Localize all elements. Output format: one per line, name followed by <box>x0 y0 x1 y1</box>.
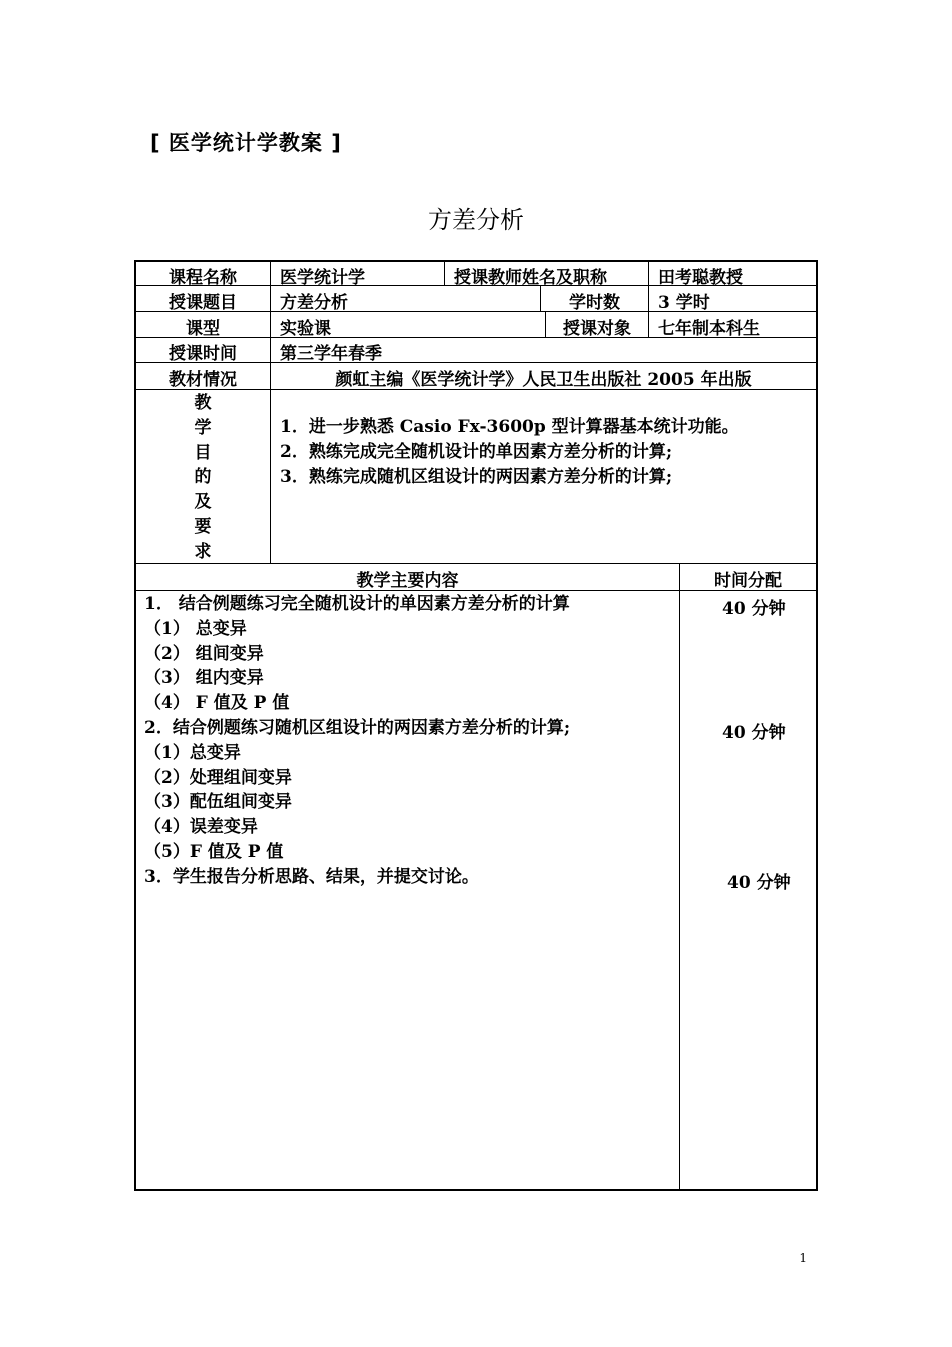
content-line: （4） F 值及 P 值 <box>144 693 290 714</box>
time-allocation-header: 时间分配 <box>714 571 782 591</box>
content-line: （2） 组间变异 <box>144 643 264 664</box>
content-line: 2．结合例题练习随机区组设计的两因素方差分析的计算; <box>144 717 571 738</box>
content-line: 1． 结合例题练习完全随机设计的单因素方差分析的计算 <box>144 594 570 614</box>
objective-item: 1．进一步熟悉 Casio Fx-3600p 型计算器基本统计功能。 <box>280 417 739 437</box>
content-line: （1）总变异 <box>144 742 241 763</box>
hours-label: 学时数 <box>569 293 620 313</box>
time-allocation-value: 40 分钟 <box>722 723 786 743</box>
page-number: 1 <box>799 1251 807 1265</box>
teacher-value: 田考聪教授 <box>658 268 743 288</box>
topic-value: 方差分析 <box>280 293 348 313</box>
document-title: 方差分析 <box>428 206 524 234</box>
objectives-list <box>280 415 739 490</box>
content-line: （5）F 值及 P 值 <box>144 841 284 862</box>
objectives-label-char: 及 <box>194 492 212 513</box>
type-value: 实验课 <box>280 319 331 339</box>
topic-label: 授课题目 <box>169 293 237 313</box>
objective-item: 2．熟练完成完全随机设计的单因素方差分析的计算; <box>280 442 673 462</box>
audience-value: 七年制本科生 <box>658 319 760 339</box>
objectives-label-char: 教 <box>194 393 212 413</box>
objectives-label-char: 要 <box>194 516 212 537</box>
time-allocation-value: 40 分钟 <box>722 599 786 619</box>
objectives-label-char: 的 <box>194 467 212 488</box>
type-label: 课型 <box>186 319 220 339</box>
teacher-label: 授课教师姓名及职称 <box>454 268 607 288</box>
document-header: [ 医学统计学教案 ] <box>150 131 342 155</box>
course-name-value: 医学统计学 <box>280 268 365 288</box>
hours-value: 3 学时 <box>658 293 710 313</box>
content-line: （4）误差变异 <box>144 817 258 838</box>
content-header: 教学主要内容 <box>356 571 459 591</box>
objectives-label <box>136 391 270 565</box>
objective-item: 3．熟练完成随机区组设计的两因素方差分析的计算; <box>280 467 673 487</box>
content-line: （3） 组内变异 <box>144 668 264 689</box>
content-line: （1） 总变异 <box>144 618 247 639</box>
content-line: （3）配伍组间变异 <box>144 792 292 813</box>
time-allocation-value: 40 分钟 <box>727 873 791 893</box>
time-label: 授课时间 <box>169 344 237 364</box>
objectives-label-char: 学 <box>194 417 212 438</box>
content-list <box>144 592 570 890</box>
audience-label: 授课对象 <box>563 319 631 339</box>
content-line: 3．学生报告分析思路、结果，并提交讨论。 <box>144 866 479 887</box>
objectives-label-char: 目 <box>194 442 212 463</box>
textbook-label: 教材情况 <box>169 370 237 390</box>
objectives-label-char: 求 <box>194 541 212 562</box>
time-value: 第三学年春季 <box>280 344 382 364</box>
course-name-label: 课程名称 <box>169 268 237 288</box>
content-line: （2）处理组间变异 <box>144 767 292 788</box>
textbook-value: 颜虹主编《医学统计学》人民卫生出版社 2005 年出版 <box>335 370 752 390</box>
